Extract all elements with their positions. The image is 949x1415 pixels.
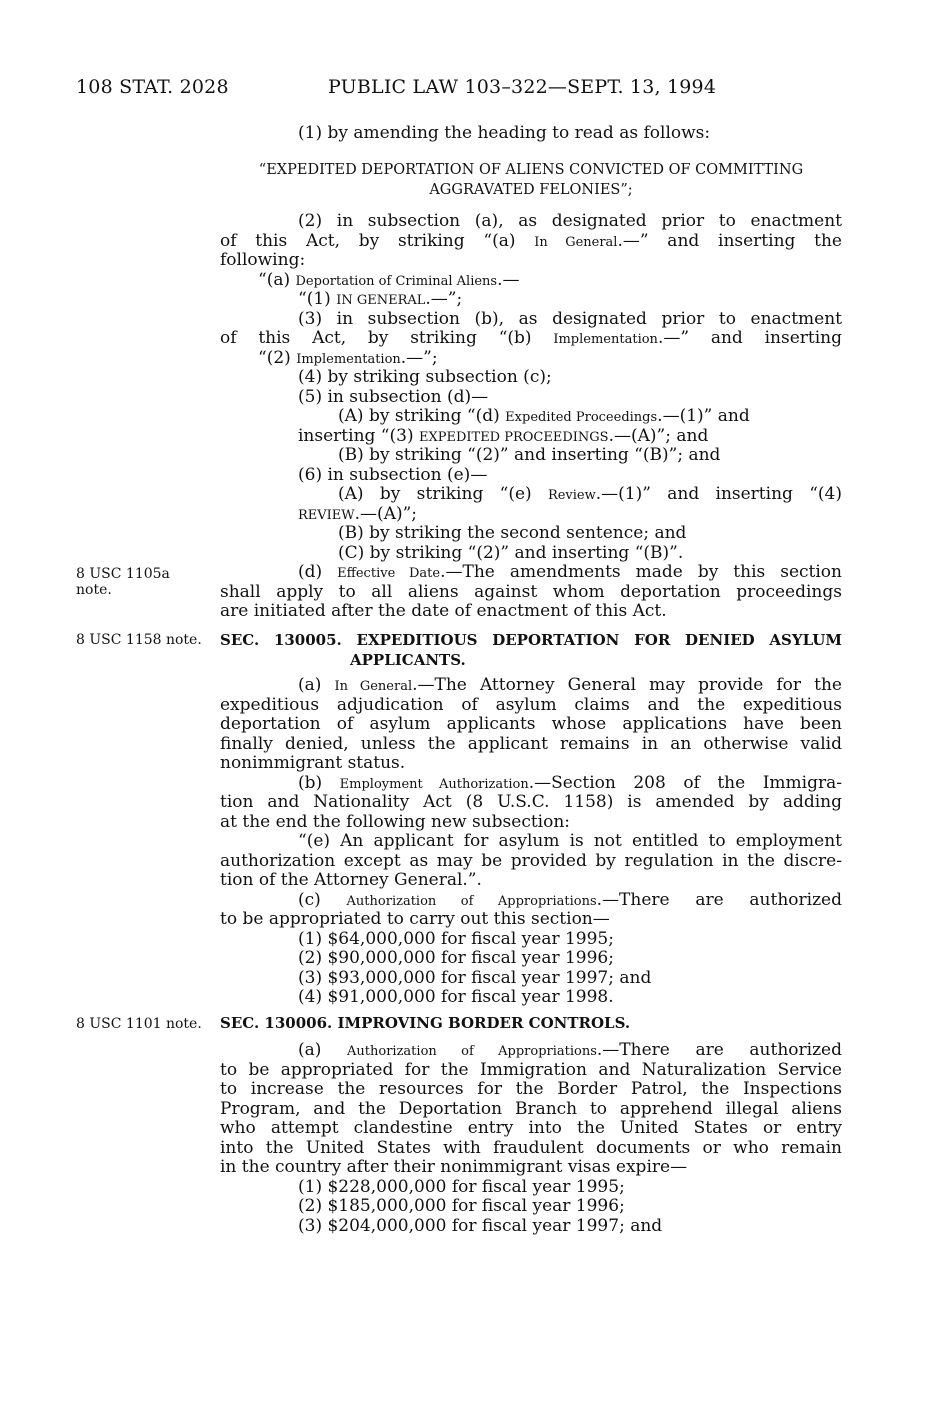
text-line: tion of the Attorney General.”. <box>220 871 482 890</box>
text-line: tion and Nationality Act (8 U.S.C. 1158) is amended by adding <box>220 793 842 812</box>
margin-note-8usc1101: 8 USC 1101 note. <box>76 1016 202 1032</box>
section-heading-130005 <box>220 630 842 669</box>
section-130005-body <box>220 676 842 1008</box>
text-line: (A) by striking “(e) Review.—(1)” and inserting “(4) <box>338 485 842 504</box>
text-line: (3) $204,000,000 for fiscal year 1997; and <box>298 1216 663 1236</box>
text-line: (b) Employment Authorization.—Section 208 of the Immigra- <box>298 773 842 793</box>
text-line: of this Act, by striking “(a) In General.—” and inserting the <box>220 231 842 251</box>
text-line: (B) by striking “(2)” and inserting “(B)”; and <box>338 446 721 465</box>
text-line: to be appropriated to carry out this section— <box>220 910 610 929</box>
text-line: AGGRAVATED FELONIES”; <box>429 181 633 198</box>
text-line: shall apply to all aliens against whom deportation proceedings <box>220 582 842 602</box>
text-line: “(a) Deportation of Criminal Aliens.— <box>258 270 520 290</box>
amendment-list <box>220 124 842 144</box>
text-line: are initiated after the date of enactment of this Act. <box>220 602 667 621</box>
text-line: (a) Authorization of Appropriations.—There are authorized <box>298 1041 842 1060</box>
text-line: “(2) Implementation.—”; <box>258 348 438 368</box>
text-line: (1) $228,000,000 for fiscal year 1995; <box>298 1177 625 1197</box>
statute-page-reference: 108 STAT. 2028 <box>76 76 229 98</box>
text-line: of this Act, by striking “(b) Implementation.—” and inserting <box>220 329 842 348</box>
text-line: (2) $90,000,000 for fiscal year 1996; <box>298 949 614 968</box>
margin-note-8usc1158: 8 USC 1158 note. <box>76 632 202 648</box>
heading-quote <box>220 160 842 199</box>
text-line: to increase the resources for the Border Patrol, the Inspections <box>220 1080 842 1099</box>
amendment-body <box>220 212 842 622</box>
text-line: authorization except as may be provided by regulation in the discre- <box>220 851 842 871</box>
text-line: Program, and the Deportation Branch to apprehend illegal aliens <box>220 1099 842 1119</box>
text-line: (c) Authorization of Appropriations.—There are authorized <box>298 890 842 910</box>
text-line: “(1) IN GENERAL.—”; <box>298 290 463 309</box>
text-line: (4) $91,000,000 for fiscal year 1998. <box>298 988 614 1007</box>
text-line: (d) Effective Date.—The amendments made by this section <box>298 563 842 582</box>
text-line: (4) by striking subsection (c); <box>298 368 552 387</box>
text-line: APPLICANTS. <box>350 650 466 669</box>
text-line: (3) $93,000,000 for fiscal year 1997; and <box>298 968 652 988</box>
text-line: REVIEW.—(A)”; <box>298 504 418 524</box>
text-line: “EXPEDITED DEPORTATION OF ALIENS CONVICTED OF COMMITTING <box>258 162 804 178</box>
margin-note-8usc1105a: 8 USC 1105a note. <box>76 566 170 598</box>
text-line: “(e) An applicant for asylum is not entitled to employment <box>298 832 842 851</box>
text-line: (6) in subsection (e)— <box>298 465 488 485</box>
text-line: (5) in subsection (d)— <box>298 387 489 407</box>
text-line: (B) by striking the second sentence; and <box>338 524 687 543</box>
text-line: who attempt clandestine entry into the United States or entry <box>220 1119 842 1138</box>
text-line: into the United States with fraudulent documents or who remain <box>220 1138 842 1158</box>
text-line: in the country after their nonimmigrant visas expire— <box>220 1158 688 1177</box>
text-line: (1) $64,000,000 for fiscal year 1995; <box>298 929 614 949</box>
public-law-header: PUBLIC LAW 103–322—SEPT. 13, 1994 <box>328 76 717 98</box>
text-line: SEC. 130005. EXPEDITIOUS DEPORTATION FOR DENIED ASYLUM <box>220 631 842 649</box>
text-line: (a) In General.—The Attorney General may provide for the <box>298 676 842 695</box>
text-line: inserting “(3) EXPEDITED PROCEEDINGS.—(A)”; and <box>298 426 709 446</box>
text-line: nonimmigrant status. <box>220 754 406 773</box>
section-130006-body <box>220 1041 842 1236</box>
text-line: (3) in subsection (b), as designated prior to enactment <box>298 309 842 329</box>
text-line: deportation of asylum applicants whose applications have been <box>220 715 842 734</box>
text-line: to be appropriated for the Immigration and Naturalization Service <box>220 1060 842 1080</box>
text-line: finally denied, unless the applicant remains in an otherwise valid <box>220 734 842 754</box>
text-line: expeditious adjudication of asylum claims and the expeditious <box>220 695 842 715</box>
text-line: (1) by amending the heading to read as follows: <box>298 124 711 143</box>
section-heading-130006 <box>220 1014 842 1034</box>
text-line: at the end the following new subsection: <box>220 812 571 832</box>
text-line: (2) in subsection (a), as designated prior to enactment <box>298 212 842 231</box>
text-line: (C) by striking “(2)” and inserting “(B)”. <box>338 543 684 563</box>
text-line: SEC. 130006. IMPROVING BORDER CONTROLS. <box>220 1014 631 1032</box>
text-line: (A) by striking “(d) Expedited Proceedings.—(1)” and <box>338 407 750 426</box>
text-line: (2) $185,000,000 for fiscal year 1996; <box>298 1197 625 1216</box>
text-line: following: <box>220 251 306 270</box>
